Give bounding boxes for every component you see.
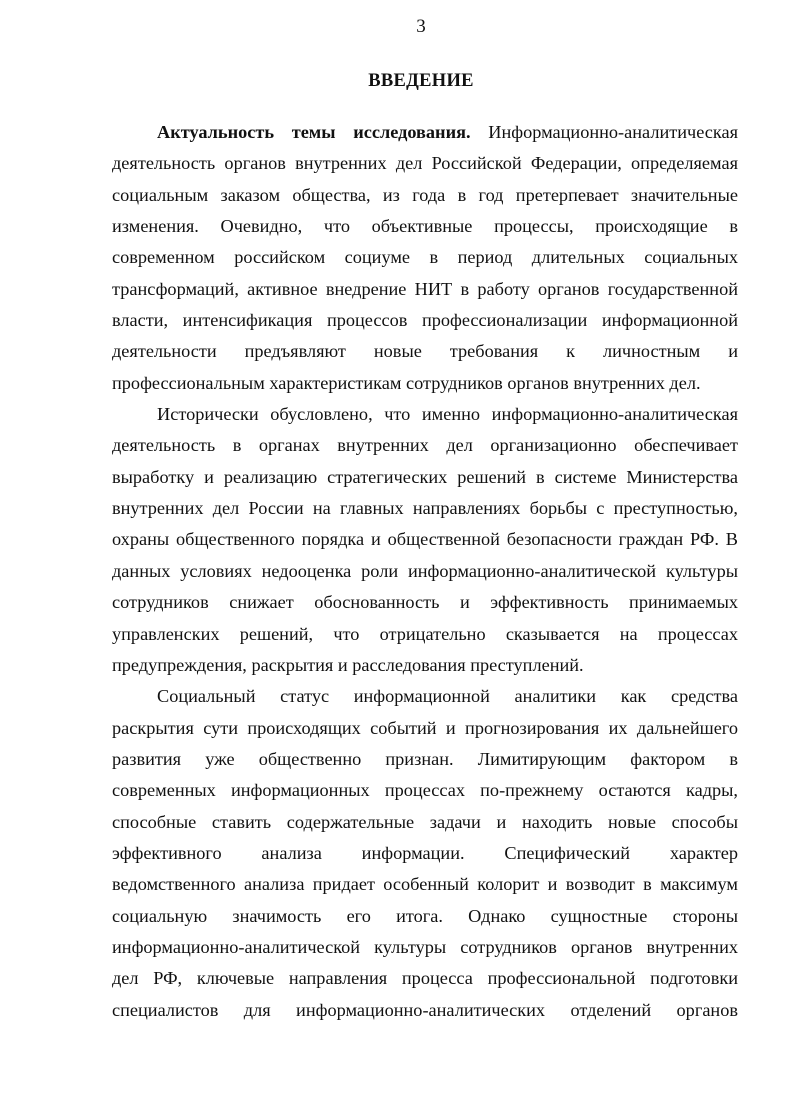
paragraph-line: сотрудников снижает обоснованность и эффективность принимаемых	[112, 592, 738, 613]
paragraph-line: данных условиях недооценка роли информационно-аналитической культуры	[112, 560, 738, 581]
paragraph-line: дел РФ, ключевые направления процесса профессиональной подготовки	[112, 968, 738, 989]
line-text: Информационно-аналитическая	[470, 122, 739, 142]
paragraph-line: эффективного анализа информации. Специфический характер	[112, 842, 738, 863]
paragraph-line: развития уже общественно признан. Лимитирующим фактором в	[112, 748, 738, 769]
paragraph-line: информационно-аналитической культуры сотрудников органов внутренних	[112, 936, 738, 957]
paragraph-line: профессиональным характеристикам сотрудников органов внутренних дел.	[112, 372, 701, 393]
paragraph-line: охраны общественного порядка и общественной безопасности граждан РФ. В	[112, 529, 738, 550]
paragraph-line: специалистов для информационно-аналитических отделений органов	[112, 999, 738, 1020]
paragraph-line: раскрытия сути происходящих событий и прогнозирования их дальнейшего	[112, 717, 738, 738]
paragraph-line	[112, 117, 738, 148]
paragraph-line: социальную значимость его итога. Однако сущностные стороны	[112, 905, 738, 926]
paragraph-line: предупреждения, раскрытия и расследования преступлений.	[112, 654, 584, 675]
paragraph-line: власти, интенсификация процессов профессионализации информационной	[112, 310, 738, 331]
paragraph-line: выработку и реализацию стратегических решений в системе Министерства	[112, 466, 738, 487]
paragraph-line: Исторически обусловлено, что именно информационно-аналитическая	[157, 404, 738, 425]
paragraph-line: способные ставить содержательные задачи и находить новые способы	[112, 811, 738, 832]
paragraph-lead: Актуальность темы исследования.	[157, 122, 471, 142]
paragraph-line: современных информационных процессах по-прежнему остаются кадры,	[112, 780, 738, 801]
paragraph-line: деятельности предъявляют новые требования к личностным и	[112, 341, 738, 362]
paragraph-line: трансформаций, активное внедрение НИТ в работу органов государственной	[112, 278, 738, 299]
document-body	[112, 117, 738, 1026]
paragraph-line: управленских решений, что отрицательно сказывается на процессах	[112, 623, 738, 644]
section-title: ВВЕДЕНИЕ	[368, 71, 474, 91]
paragraph-line: деятельность органов внутренних дел Российской Федерации, определяемая	[112, 153, 738, 174]
paragraph-line: социальным заказом общества, из года в год претерпевает значительные	[112, 184, 738, 205]
paragraph-line: изменения. Очевидно, что объективные процессы, происходящие в	[112, 216, 738, 237]
page-number: 3	[416, 16, 426, 37]
paragraph-line: деятельность в органах внутренних дел организационно обеспечивает	[112, 435, 738, 456]
paragraph-line: внутренних дел России на главных направлениях борьбы с преступностью,	[112, 498, 738, 519]
paragraph-line: Социальный статус информационной аналитики как средства	[157, 686, 738, 707]
paragraph-line: современном российском социуме в период длительных социальных	[112, 247, 738, 268]
paragraph-line: ведомственного анализа придает особенный колорит и возводит в максимум	[112, 874, 738, 895]
